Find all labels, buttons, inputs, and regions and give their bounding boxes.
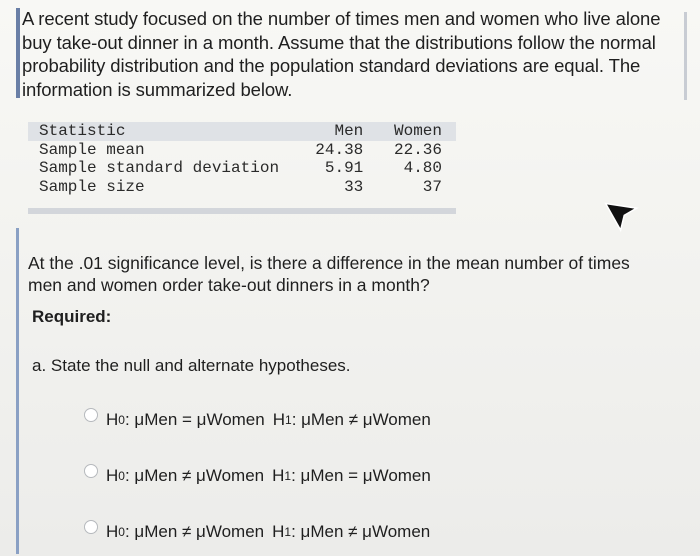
radio-button[interactable] bbox=[84, 464, 98, 478]
women-value: 22.36 bbox=[393, 140, 442, 159]
left-accent-rule bbox=[16, 8, 20, 98]
part-a-prompt: a. State the null and alternate hypotheses. bbox=[32, 356, 351, 375]
h1-expression: : μMen ≠ μWomen bbox=[291, 522, 431, 541]
hypothesis-option-3[interactable] bbox=[84, 522, 430, 542]
men-value: 33 bbox=[344, 177, 364, 196]
h1-subscript: 1 bbox=[285, 413, 292, 427]
men-value: 5.91 bbox=[324, 159, 364, 177]
h0-expression: : μMen ≠ μWomen bbox=[124, 466, 265, 485]
h0-subscript: 0 bbox=[118, 469, 125, 483]
h0-subscript: 0 bbox=[118, 413, 125, 427]
table-row bbox=[28, 178, 456, 197]
problem-intro: A recent study focused on the number of times men and women who live alone buy take-out dinner in a month. Assume that the distributions follow the normal probability distribution and the population standard deviations are equal. The information is summarized below. bbox=[22, 8, 661, 100]
men-value: 24.38 bbox=[315, 140, 364, 159]
statistic-name: Sample mean bbox=[39, 140, 145, 159]
radio-button[interactable] bbox=[84, 408, 98, 422]
h1-label: H bbox=[272, 466, 285, 485]
left-accent-rule-lower bbox=[16, 228, 19, 554]
h0-label: H bbox=[106, 410, 119, 429]
table-header-row bbox=[28, 122, 456, 141]
women-value: 37 bbox=[422, 177, 442, 196]
arrow-cursor-icon bbox=[602, 195, 642, 235]
question-text: At the .01 significance level, is there a difference in the mean number of times men and women order take-out dinners in a month? bbox=[28, 253, 630, 295]
women-value: 4.80 bbox=[403, 159, 442, 177]
hypothesis-option-2[interactable] bbox=[84, 466, 431, 486]
h1-expression: : μMen ≠ μWomen bbox=[291, 410, 431, 429]
column-header-men: Men bbox=[334, 122, 364, 140]
h0-label: H bbox=[106, 522, 119, 541]
table-row bbox=[28, 159, 456, 178]
column-header-women: Women bbox=[393, 122, 442, 140]
table-bottom-bar bbox=[28, 208, 456, 214]
h1-label: H bbox=[272, 522, 285, 541]
table-row bbox=[28, 141, 456, 160]
h0-expression: : μMen ≠ μWomen bbox=[124, 522, 265, 541]
radio-button[interactable] bbox=[84, 520, 98, 534]
statistic-name: Sample size bbox=[39, 177, 145, 196]
required-label: Required: bbox=[32, 307, 112, 326]
statistics-table bbox=[28, 122, 456, 196]
h0-subscript: 0 bbox=[118, 525, 125, 539]
statistic-name: Sample standard deviation bbox=[39, 159, 280, 177]
h1-subscript: 1 bbox=[284, 525, 292, 539]
hypothesis-option-1[interactable] bbox=[84, 410, 431, 430]
h1-subscript: 1 bbox=[284, 469, 292, 483]
h1-expression: : μMen = μWomen bbox=[291, 466, 431, 485]
column-header-statistic: Statistic bbox=[39, 122, 126, 140]
h0-expression: : μMen = μWomen bbox=[124, 410, 265, 429]
h1-label: H bbox=[272, 410, 285, 429]
h0-label: H bbox=[106, 466, 119, 485]
